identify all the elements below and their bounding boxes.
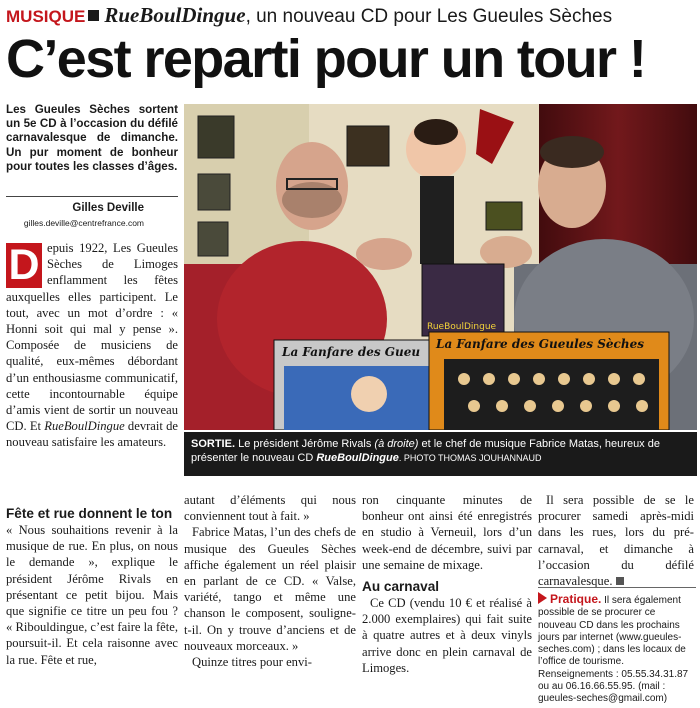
col3-para-1: ron cinquante minutes de bonheur ont ainsi été enregistrés en studio à Verneuil, lors d’un week-end de décembre, suivi par une semaine de mixage. <box>362 493 532 572</box>
kicker <box>6 3 696 27</box>
cd-back-title: La Fanfare des Gueu <box>282 345 421 359</box>
caption-text-1: Le président Jérôme Rivals <box>235 438 375 450</box>
byline-divider <box>6 196 178 197</box>
col3-para-2: Ce CD (vendu 10 € et réalisé à 2.000 exemplaires) qui fait suite à quatre autres et à deux vinyls arrive donc en plein carnaval de Limoges. <box>362 596 532 675</box>
photo-caption <box>184 432 697 476</box>
pratique-divider <box>538 587 696 588</box>
pratique-text-1: Il sera également possible de se procurer ce nouveau CD dans les prochains jours par internet (www.gueules-seches.com) ; dans les locaux de l’office de tourisme. <box>538 595 686 668</box>
author-name: Gilles Deville <box>72 202 144 214</box>
pratique-heading: Pratique. <box>550 592 602 606</box>
caption-cd-title: RueBoulDingue <box>316 452 399 464</box>
intro-text: epuis 1922, Les Gueules Sèches de Limoges enflamment les fêtes auxquelles elles participent. Le tout, avec un mot d’ordre : « Honni soit qui mal y pense ». Composée de musiciens de qualité, eux-mêmes débordant d’un enthousiasme communicatif, cette incontournable équipe d’amis vient de sortir un nouveau CD. Et <box>6 241 178 434</box>
subhead-fete: Fête et rue donnent le ton <box>6 506 173 521</box>
col4-para-1 <box>538 492 694 589</box>
subhead-carnaval: Au carnaval <box>362 579 440 595</box>
col2-para-1: autant d’éléments qui nous conviennent tout à fait. » <box>184 493 356 524</box>
kicker-title-italic: RueBoulDingue <box>104 3 246 27</box>
end-mark-icon <box>616 577 624 585</box>
chapo: Les Gueules Sèches sortent un 5e CD à l’occasion du défilé carnavalesque de dimanche. Un pur moment de bonheur pour toutes les classes d’âges. <box>6 103 178 173</box>
caption-italic: (à droite) <box>374 438 419 450</box>
col4-text: Il sera possible de se le procurer samedi après-midi dans les rues, lors du pré-carnaval, et dimanche à l’occasion du défilé carnavalesque. <box>538 493 694 589</box>
arrow-right-icon <box>538 592 547 604</box>
intro-italic: RueBoulDingue <box>44 419 125 434</box>
headline: C’est reparti pour un tour ! <box>6 29 646 89</box>
column-3 <box>362 492 532 676</box>
caption-label: SORTIE. <box>191 438 236 450</box>
article-intro <box>6 240 178 451</box>
section-1 <box>6 506 178 668</box>
column-4 <box>538 492 694 589</box>
pratique-box <box>538 592 696 706</box>
column-2 <box>184 492 356 670</box>
author-email: gilles.deville@centrefrance.com <box>23 218 144 228</box>
col2-para-2: Fabrice Matas, l’un des chefs de musique des Gueules Sèches affiche également un réel plaisir en parlant de ce CD. « Valse, variété, tango et même une chanson le composent, souligne-t-il. On y trouve d’anciens et de nouveaux morceaux. » <box>184 525 356 653</box>
drop-cap: D <box>6 243 42 288</box>
photo-illustration <box>184 104 697 430</box>
cd-front-title: La Fanfare des Gueules Sèches <box>436 337 644 351</box>
pratique-text-2: Renseignements : 05.55.34.31.87 ou au 06.16.66.55.95. (mail : gueules-seches@gmail.com) <box>538 668 689 705</box>
col2-para-3: Quinze titres pour envi- <box>192 655 312 670</box>
intro-text-end: devrait de nouveau satisfaire les amateurs. <box>6 419 178 450</box>
kicker-title-rest: , un nouveau CD pour Les Gueules Sèches <box>245 6 613 27</box>
caption-credit: . PHOTO THOMAS JOUHANNAUD <box>398 453 542 463</box>
rubric-label: MUSIQUE <box>6 7 86 26</box>
caption-text-2: et le chef de musique Fabrice Matas, heureux de présenter le nouveau CD <box>191 438 660 464</box>
square-bullet-icon <box>88 10 99 21</box>
cd-small-title: RueBoulDingue <box>427 322 497 332</box>
section-1-text: « Nous souhaitions revenir à la musique de rue. En plus, on nous le demande », explique le président Jérôme Rivals en présentant ce petit bijou. Mais que signifie ce titre un peu fou ? « Ribouldingue, c’est faire la fête, poursuit-il. Et cela raisonne avec la rue. Fête et rue, <box>6 523 178 667</box>
photo <box>184 104 697 430</box>
